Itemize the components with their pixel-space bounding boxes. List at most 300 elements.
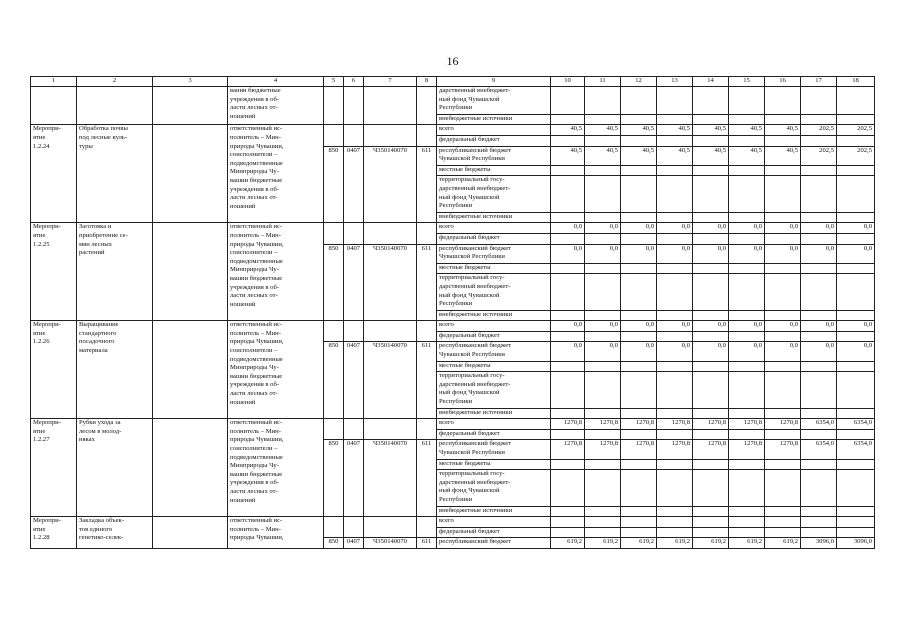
measure-label-line: Меропри- <box>33 125 61 133</box>
source-line: Чувашской Республики <box>439 155 505 163</box>
value-cell: 0,0 <box>837 223 875 234</box>
value-cell <box>765 274 801 310</box>
header-cell: 9 <box>437 77 551 87</box>
value-cell: 1270,8 <box>657 419 693 430</box>
value-cell: 0,0 <box>729 244 765 263</box>
value-cell: 1270,8 <box>693 419 729 430</box>
value-cell <box>729 274 765 310</box>
measure-label-cell <box>31 517 77 549</box>
source-line: республиканский бюджет <box>439 440 512 448</box>
value-cell <box>657 408 693 419</box>
value-cell <box>693 527 729 538</box>
value-cell: 619,2 <box>585 538 621 549</box>
value-cell <box>585 517 621 528</box>
header-cell: 4 <box>228 77 324 87</box>
value-cell <box>837 408 875 419</box>
value-cell: 0,0 <box>551 342 585 361</box>
value-cell <box>801 135 837 146</box>
measure-title-line: Закладка объек- <box>79 517 124 525</box>
code-cell <box>324 419 344 440</box>
value-cell <box>585 114 621 125</box>
value-cell: 0,0 <box>837 321 875 332</box>
source-line: территориальный госу- <box>439 176 505 184</box>
value-cell <box>621 233 657 244</box>
executor-line: вании бюджетные <box>230 87 281 94</box>
header-cell: 6 <box>344 77 364 87</box>
source-line: федеральный бюджет <box>439 429 500 437</box>
measure-title-line: Обработка почвы <box>79 125 128 133</box>
value-cell <box>551 135 585 146</box>
value-cell <box>765 176 801 212</box>
value-cell: 3096,0 <box>837 538 875 549</box>
source-line: всего <box>439 223 454 231</box>
measure-col3-cell <box>153 517 228 549</box>
source-line: Чувашской Республики <box>439 253 505 261</box>
value-cell <box>801 165 837 176</box>
value-cell <box>585 506 621 517</box>
value-cell <box>837 263 875 274</box>
value-cell <box>801 310 837 321</box>
source-line: Республики <box>439 496 473 503</box>
value-cell <box>765 87 801 115</box>
value-cell: 6354,0 <box>801 419 837 430</box>
value-cell: 0,0 <box>585 244 621 263</box>
value-cell: 0,0 <box>837 342 875 361</box>
source-line: всего <box>439 419 454 427</box>
value-cell <box>729 517 765 528</box>
value-cell <box>551 408 585 419</box>
code-cell <box>344 321 364 342</box>
measure-title-line: мян лесных <box>79 240 112 248</box>
cont-code-cell <box>324 87 344 125</box>
executor-line: ласти лесных от- <box>230 488 278 495</box>
measure-title-line: Выращивание <box>79 321 119 329</box>
measure-row <box>31 321 875 332</box>
value-cell <box>837 135 875 146</box>
source-cell <box>437 114 551 125</box>
value-cell <box>621 114 657 125</box>
measure-col3-cell <box>153 419 228 517</box>
source-line: Республики <box>439 300 473 308</box>
code-cell: Ч350140070 <box>364 440 417 517</box>
measure-label-line: Меропри- <box>33 419 61 427</box>
value-cell: 40,5 <box>657 146 693 165</box>
value-cell <box>801 263 837 274</box>
value-cell: 1270,8 <box>729 419 765 430</box>
value-cell <box>729 470 765 506</box>
source-line: внебюджетные источники <box>439 114 513 122</box>
value-cell: 1270,8 <box>765 440 801 459</box>
value-cell <box>729 87 765 115</box>
measure-label-line: 1.2.28 <box>33 534 50 542</box>
value-cell <box>693 361 729 372</box>
value-cell <box>585 135 621 146</box>
value-cell: 1270,8 <box>551 419 585 430</box>
code-cell <box>417 321 437 342</box>
value-cell <box>837 310 875 321</box>
value-cell <box>551 87 585 115</box>
value-cell: 0,0 <box>551 223 585 234</box>
code-cell: Ч350140070 <box>364 244 417 321</box>
value-cell: 40,5 <box>551 146 585 165</box>
executor-line: полнитель – Мин- <box>230 133 281 141</box>
value-cell <box>621 429 657 440</box>
value-cell <box>801 361 837 372</box>
measure-executor-cell <box>228 321 324 419</box>
executor-line: вашии бюджетные <box>230 470 283 478</box>
value-cell <box>657 459 693 470</box>
measure-title-line: Рубки ухода за <box>79 419 121 427</box>
value-cell <box>657 429 693 440</box>
source-cell <box>437 408 551 419</box>
measure-title-line: тов единого <box>79 525 113 533</box>
source-cell <box>437 135 551 146</box>
measure-row <box>31 125 875 136</box>
value-cell: 40,5 <box>621 146 657 165</box>
value-cell <box>729 165 765 176</box>
value-cell <box>765 429 801 440</box>
header-cell: 13 <box>657 77 693 87</box>
value-cell: 40,5 <box>657 125 693 136</box>
value-cell <box>621 517 657 528</box>
value-cell: 0,0 <box>693 321 729 332</box>
executor-line: полнитель – Мин- <box>230 427 281 435</box>
measure-label-line: 1.2.26 <box>33 338 50 346</box>
value-cell <box>551 114 585 125</box>
source-cell <box>437 233 551 244</box>
value-cell: 1270,8 <box>693 440 729 459</box>
value-cell: 0,0 <box>657 342 693 361</box>
value-cell <box>801 87 837 115</box>
source-cell <box>437 440 551 459</box>
value-cell <box>657 372 693 408</box>
value-cell: 3096,0 <box>801 538 837 549</box>
executor-line: ласти лесных от- <box>230 194 278 202</box>
header-row <box>31 77 875 87</box>
value-cell <box>657 331 693 342</box>
value-cell <box>585 176 621 212</box>
value-cell <box>765 506 801 517</box>
value-cell <box>729 408 765 419</box>
source-cell <box>437 310 551 321</box>
value-cell <box>837 527 875 538</box>
executor-line: Минприроды Чу- <box>230 462 279 470</box>
measure-label-line: Меропри- <box>33 223 61 231</box>
value-cell: 0,0 <box>551 244 585 263</box>
value-cell: 40,5 <box>765 125 801 136</box>
value-cell: 0,0 <box>801 244 837 263</box>
value-cell: 0,0 <box>657 244 693 263</box>
value-cell <box>837 331 875 342</box>
value-cell <box>801 212 837 223</box>
source-cell <box>437 459 551 470</box>
measure-title-line: Заготовка и <box>79 223 112 231</box>
value-cell <box>657 165 693 176</box>
value-cell: 0,0 <box>693 342 729 361</box>
executor-line: ласти лесных от- <box>230 390 278 398</box>
measure-title-line: под лесные куль- <box>79 133 128 141</box>
measure-col3-cell <box>153 321 228 419</box>
source-cell <box>437 146 551 165</box>
value-cell: 0,0 <box>585 321 621 332</box>
value-cell <box>837 274 875 310</box>
executor-line: соисполнители – <box>230 347 278 355</box>
value-cell: 40,5 <box>693 125 729 136</box>
value-cell <box>729 506 765 517</box>
value-cell: 0,0 <box>585 223 621 234</box>
source-line: местные бюджеты <box>439 263 491 271</box>
header-cell: 5 <box>324 77 344 87</box>
source-line: Чувашской Республики <box>439 449 505 457</box>
value-cell <box>621 372 657 408</box>
value-cell <box>621 408 657 419</box>
value-cell <box>729 233 765 244</box>
value-cell <box>837 517 875 528</box>
code-cell: Ч350140070 <box>364 538 417 549</box>
value-cell: 0,0 <box>729 321 765 332</box>
value-cell <box>693 429 729 440</box>
executor-line: ответственный ис- <box>230 223 283 231</box>
value-cell <box>657 114 693 125</box>
cont-label-cell <box>31 87 77 125</box>
executor-line: Минприроды Чу- <box>230 168 279 176</box>
value-cell <box>585 429 621 440</box>
value-cell: 1270,8 <box>657 440 693 459</box>
code-cell <box>324 223 344 244</box>
value-cell <box>837 372 875 408</box>
source-line: федеральный бюджет <box>439 527 500 535</box>
value-cell <box>657 517 693 528</box>
code-cell <box>344 419 364 440</box>
source-line: внебюджетные источники <box>439 212 513 220</box>
executor-line: ответственный ис- <box>230 419 283 427</box>
value-cell <box>837 470 875 506</box>
value-cell: 0,0 <box>729 342 765 361</box>
value-cell <box>765 361 801 372</box>
source-line: местные бюджеты <box>439 459 491 467</box>
value-cell <box>693 470 729 506</box>
value-cell <box>657 527 693 538</box>
measure-title-line: приобретение се- <box>79 231 128 239</box>
value-cell <box>801 233 837 244</box>
value-cell <box>693 506 729 517</box>
value-cell: 40,5 <box>729 125 765 136</box>
executor-line: вашии бюджетные <box>230 176 283 184</box>
value-cell <box>765 263 801 274</box>
value-cell <box>765 212 801 223</box>
executor-line: природы Чувашии, <box>230 436 284 444</box>
value-cell: 40,5 <box>585 146 621 165</box>
source-cell <box>437 372 551 408</box>
value-cell <box>621 527 657 538</box>
value-cell <box>729 331 765 342</box>
source-cell <box>437 429 551 440</box>
value-cell <box>621 274 657 310</box>
source-line: федеральный бюджет <box>439 233 500 241</box>
value-cell <box>765 310 801 321</box>
measure-label-line: ятие <box>33 329 46 337</box>
value-cell <box>551 459 585 470</box>
source-cell <box>437 212 551 223</box>
value-cell: 6354,0 <box>837 419 875 430</box>
code-cell: 611 <box>417 342 437 419</box>
value-cell: 619,2 <box>693 538 729 549</box>
executor-line: ответственный ис- <box>230 517 283 525</box>
executor-line: подведомственные <box>230 257 283 265</box>
value-cell: 202,5 <box>801 146 837 165</box>
measure-title-line: стандартного <box>79 329 117 337</box>
executor-line: ответственный ис- <box>230 125 283 133</box>
value-cell <box>585 527 621 538</box>
source-line: территориальный госу- <box>439 372 505 380</box>
source-cell <box>437 331 551 342</box>
header-cell: 10 <box>551 77 585 87</box>
value-cell: 0,0 <box>765 321 801 332</box>
value-cell <box>585 459 621 470</box>
value-cell <box>765 408 801 419</box>
source-cell <box>437 419 551 430</box>
value-cell <box>801 459 837 470</box>
code-cell <box>344 223 364 244</box>
value-cell <box>551 212 585 223</box>
value-cell <box>585 470 621 506</box>
value-cell <box>765 165 801 176</box>
value-cell <box>693 331 729 342</box>
budget-table <box>30 76 875 549</box>
header-cell: 2 <box>77 77 153 87</box>
source-line: Республики <box>439 202 473 210</box>
executor-line: подведомственные <box>230 355 283 363</box>
code-cell: 0407 <box>344 538 364 549</box>
executor-line: ласти лесных от- <box>230 104 278 112</box>
value-cell <box>837 212 875 223</box>
cont-col3-cell <box>153 87 228 125</box>
value-cell <box>693 408 729 419</box>
measure-label-cell <box>31 125 77 223</box>
value-cell: 1270,8 <box>729 440 765 459</box>
value-cell <box>765 459 801 470</box>
value-cell: 40,5 <box>621 125 657 136</box>
value-cell <box>621 165 657 176</box>
measure-title-cell <box>77 321 153 419</box>
measure-title-line: растений <box>79 249 105 257</box>
value-cell: 6354,0 <box>837 440 875 459</box>
measure-col3-cell <box>153 223 228 321</box>
executor-line: ношений <box>230 398 256 406</box>
value-cell <box>837 506 875 517</box>
source-line: республиканский бюджет <box>439 342 512 350</box>
executor-line: учреждения в об- <box>230 381 280 389</box>
executor-line: природы Чувашии, <box>230 534 284 542</box>
code-cell: 611 <box>417 440 437 517</box>
code-cell <box>364 321 417 342</box>
code-cell <box>417 223 437 244</box>
value-cell <box>765 527 801 538</box>
measure-executor-cell <box>228 223 324 321</box>
measure-label-cell <box>31 321 77 419</box>
executor-line: ласти лесных от- <box>230 292 278 300</box>
measure-title-line: няках <box>79 436 95 444</box>
value-cell <box>585 87 621 115</box>
executor-line: вашии бюджетные <box>230 372 283 380</box>
value-cell <box>801 372 837 408</box>
value-cell <box>801 506 837 517</box>
source-line: всего <box>439 125 454 133</box>
measure-executor-cell <box>228 125 324 223</box>
measure-label-line: ятие <box>33 525 46 533</box>
header-cell: 12 <box>621 77 657 87</box>
measure-label-line: ятие <box>33 231 46 239</box>
executor-line: природы Чувашии, <box>230 338 284 346</box>
measure-label-cell <box>31 223 77 321</box>
value-cell <box>693 372 729 408</box>
value-cell <box>657 176 693 212</box>
code-cell <box>417 125 437 146</box>
code-cell: 850 <box>324 244 344 321</box>
code-cell: 850 <box>324 146 344 223</box>
value-cell: 0,0 <box>693 244 729 263</box>
value-cell <box>585 212 621 223</box>
value-cell <box>765 331 801 342</box>
value-cell <box>585 372 621 408</box>
value-cell <box>551 372 585 408</box>
code-cell <box>364 419 417 440</box>
value-cell <box>801 408 837 419</box>
executor-line: учреждения в об- <box>230 479 280 487</box>
value-cell <box>837 165 875 176</box>
value-cell <box>693 263 729 274</box>
value-cell <box>765 470 801 506</box>
source-line: ный фонд Чувашской <box>439 193 500 201</box>
value-cell: 202,5 <box>837 146 875 165</box>
value-cell <box>551 274 585 310</box>
source-line: дарственный внебюджет- <box>439 282 511 290</box>
value-cell <box>621 87 657 115</box>
source-line: ный фонд Чувашской <box>439 487 500 495</box>
executor-line: природы Чувашии, <box>230 142 284 150</box>
value-cell: 0,0 <box>765 244 801 263</box>
source-line: ный фонд Чувашской <box>439 389 500 397</box>
executor-line: ответственный ис- <box>230 321 283 329</box>
value-cell <box>551 263 585 274</box>
value-cell <box>693 274 729 310</box>
value-cell <box>837 429 875 440</box>
value-cell <box>693 517 729 528</box>
value-cell: 1270,8 <box>585 419 621 430</box>
measure-title-line: генетико-селек- <box>79 534 124 542</box>
value-cell <box>621 212 657 223</box>
value-cell <box>801 527 837 538</box>
value-cell: 202,5 <box>837 125 875 136</box>
measure-title-cell <box>77 517 153 549</box>
cont-title-cell <box>77 87 153 125</box>
value-cell <box>801 470 837 506</box>
measure-label-line: Меропри- <box>33 517 61 525</box>
value-cell <box>657 135 693 146</box>
code-cell: 0407 <box>344 244 364 321</box>
value-cell <box>621 310 657 321</box>
value-cell: 0,0 <box>657 321 693 332</box>
code-cell <box>324 321 344 342</box>
header-cell: 11 <box>585 77 621 87</box>
executor-line: соисполнители – <box>230 249 278 257</box>
header-cell: 17 <box>801 77 837 87</box>
executor-line: ношений <box>230 202 256 210</box>
value-cell <box>657 274 693 310</box>
value-cell: 0,0 <box>801 223 837 234</box>
header-cell: 16 <box>765 77 801 87</box>
measure-title-line: лесом в молод- <box>79 427 122 435</box>
